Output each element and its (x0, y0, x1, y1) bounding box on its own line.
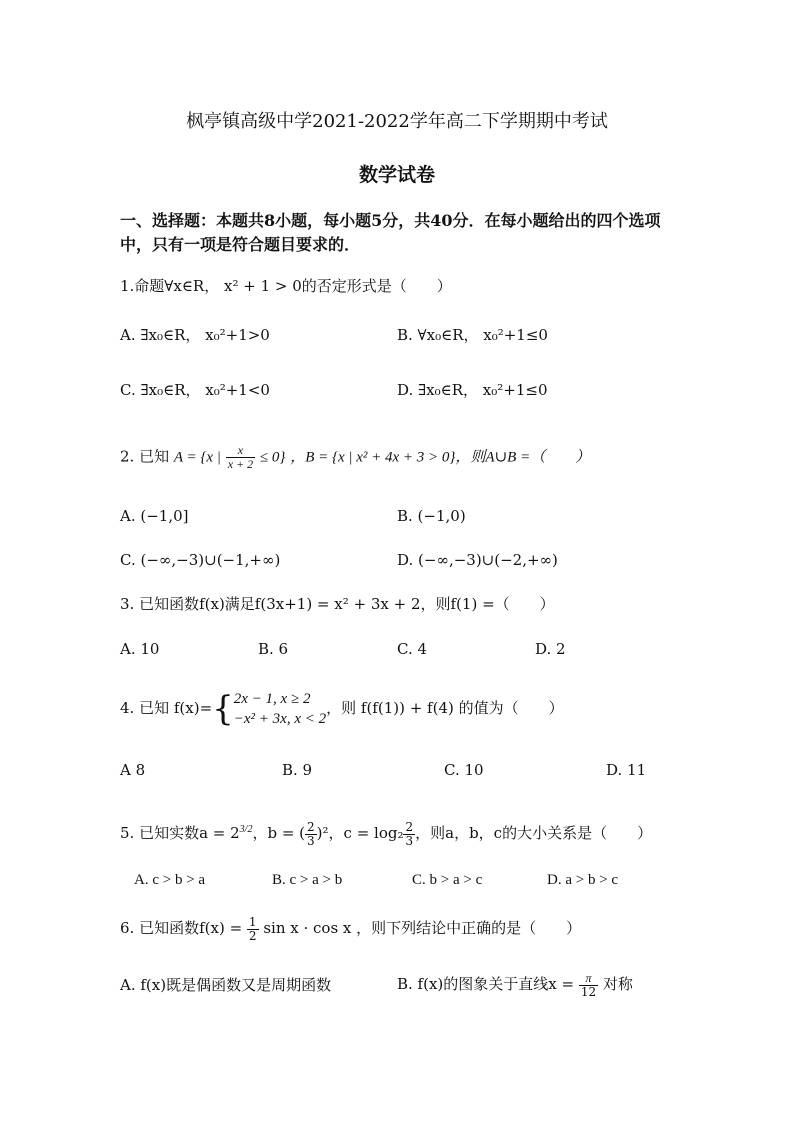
question-6-option-b-post: 对称 (602, 975, 633, 993)
question-4-option-b: B. 9 (282, 761, 313, 779)
question-1-option-d: D. ∃x₀∈R， x₀²+1≤0 (397, 381, 548, 399)
question-4-option-c: C. 10 (444, 761, 484, 779)
exam-title: 枫亭镇高级中学2021-2022学年高二下学期期中考试 (186, 111, 608, 132)
question-2-stem (120, 444, 590, 471)
question-1-option-c: C. ∃x₀∈R， x₀²+1<0 (120, 381, 270, 399)
question-6-denominator: 2 (248, 928, 257, 943)
question-5-option-b: B. c > a > b (272, 872, 343, 888)
question-6-fraction (247, 916, 259, 943)
question-1-stem: 1.命题∀x∈R， x² + 1 > 0的否定形式是（ ） (120, 277, 452, 295)
question-4-suffix: ，则 f(f(1)) + f(4) 的值为（ ） (326, 699, 564, 717)
question-5-stem-b: ，b = ( (252, 824, 306, 842)
question-4-brace: { (212, 689, 234, 729)
question-6-stem-post: sin x · cos x ，则下列结论中正确的是（ ） (263, 919, 582, 937)
question-5-b-exponent: )²，c = log₂ (316, 824, 404, 842)
question-3-option-a: A. 10 (120, 640, 160, 658)
question-5-b-denominator: 3 (307, 833, 315, 848)
question-2-set-a-rhs: ≤ 0} (259, 449, 286, 466)
question-6-stem-pre: 6. 已知函数f(x) = (120, 919, 243, 937)
question-6-option-b-denominator: 12 (580, 984, 597, 999)
question-6-option-b-numerator: π (579, 972, 598, 986)
question-2-option-a: A. (−1,0] (120, 507, 189, 525)
question-6-option-b-pre: B. f(x)的图象关于直线x = (397, 975, 575, 993)
question-1-option-b: B. ∀x₀∈R， x₀²+1≤0 (397, 326, 548, 344)
question-5-b-fraction (305, 821, 317, 848)
question-5-c-numerator: 2 (405, 819, 414, 834)
question-6-stem (120, 914, 581, 943)
question-4-case-1: 2x − 1, x ≥ 2 (233, 691, 311, 707)
question-2-set-a-lhs: A = {x | (173, 449, 221, 466)
question-4-option-d: D. 11 (606, 761, 647, 779)
question-2-option-c: C. (−∞,−3)∪(−1,+∞) (120, 551, 281, 569)
question-6-option-b-fraction (579, 972, 598, 999)
question-5-option-d: D. a > b > c (547, 872, 619, 888)
question-6-option-b (397, 970, 633, 999)
question-2-option-d: D. (−∞,−3)∪(−2,+∞) (397, 551, 558, 569)
question-4-stem (120, 686, 564, 730)
question-3-option-d: D. 2 (535, 640, 566, 658)
question-5-option-a: A. c > b > a (134, 872, 206, 888)
question-2-set-a-numerator: x (226, 444, 255, 458)
question-3-option-c: C. 4 (397, 640, 428, 658)
question-2-prefix: 2. 已知 (120, 447, 170, 466)
question-2-set-b: ，B = {x | x² + 4x + 3 > 0}，则A∪B =（ ） (290, 449, 591, 466)
question-4-case-2: −x² + 3x, x < 2 (233, 711, 327, 727)
question-3-stem: 3. 已知函数f(x)满足f(3x+1) = x² + 3x + 2，则f(1) =（ ） (120, 595, 555, 613)
question-5-b-numerator: 2 (307, 819, 315, 834)
question-6-option-a: A. f(x)既是偶函数又是周期函数 (120, 976, 332, 994)
question-2-set-a-denominator: x + 2 (227, 457, 254, 471)
question-5-c-denominator: 3 (405, 833, 414, 848)
subject-title: 数学试卷 (358, 164, 435, 186)
question-5-stem (120, 816, 652, 848)
question-2-option-b: B. (−1,0) (397, 507, 466, 525)
question-4-option-a: A 8 (120, 761, 146, 779)
question-5-stem-pre: 5. 已知实数a = 2 (120, 824, 240, 842)
question-6-numerator: 1 (248, 914, 257, 929)
question-5-stem-post: ，则a，b，c的大小关系是（ ） (415, 824, 653, 842)
question-5-a-exponent: 3/2 (239, 824, 253, 835)
question-2-set-a-fraction (226, 444, 255, 471)
question-5-option-c: C. b > a > c (412, 872, 483, 888)
question-5-c-fraction (403, 821, 415, 848)
question-1-option-a: A. ∃x₀∈R， x₀²+1>0 (120, 326, 270, 344)
question-3-option-b: B. 6 (258, 640, 289, 658)
section-heading-line1: 一、选择题：本题共8小题，每小题5分，共40分．在每小题给出的四个选项 (120, 211, 661, 230)
question-4-prefix: 4. 已知 f(x)= (120, 699, 213, 717)
section-heading (120, 209, 680, 257)
section-heading-line2: 中，只有一项是符合题目要求的． (120, 235, 361, 254)
question-4-piecewise (234, 689, 326, 729)
